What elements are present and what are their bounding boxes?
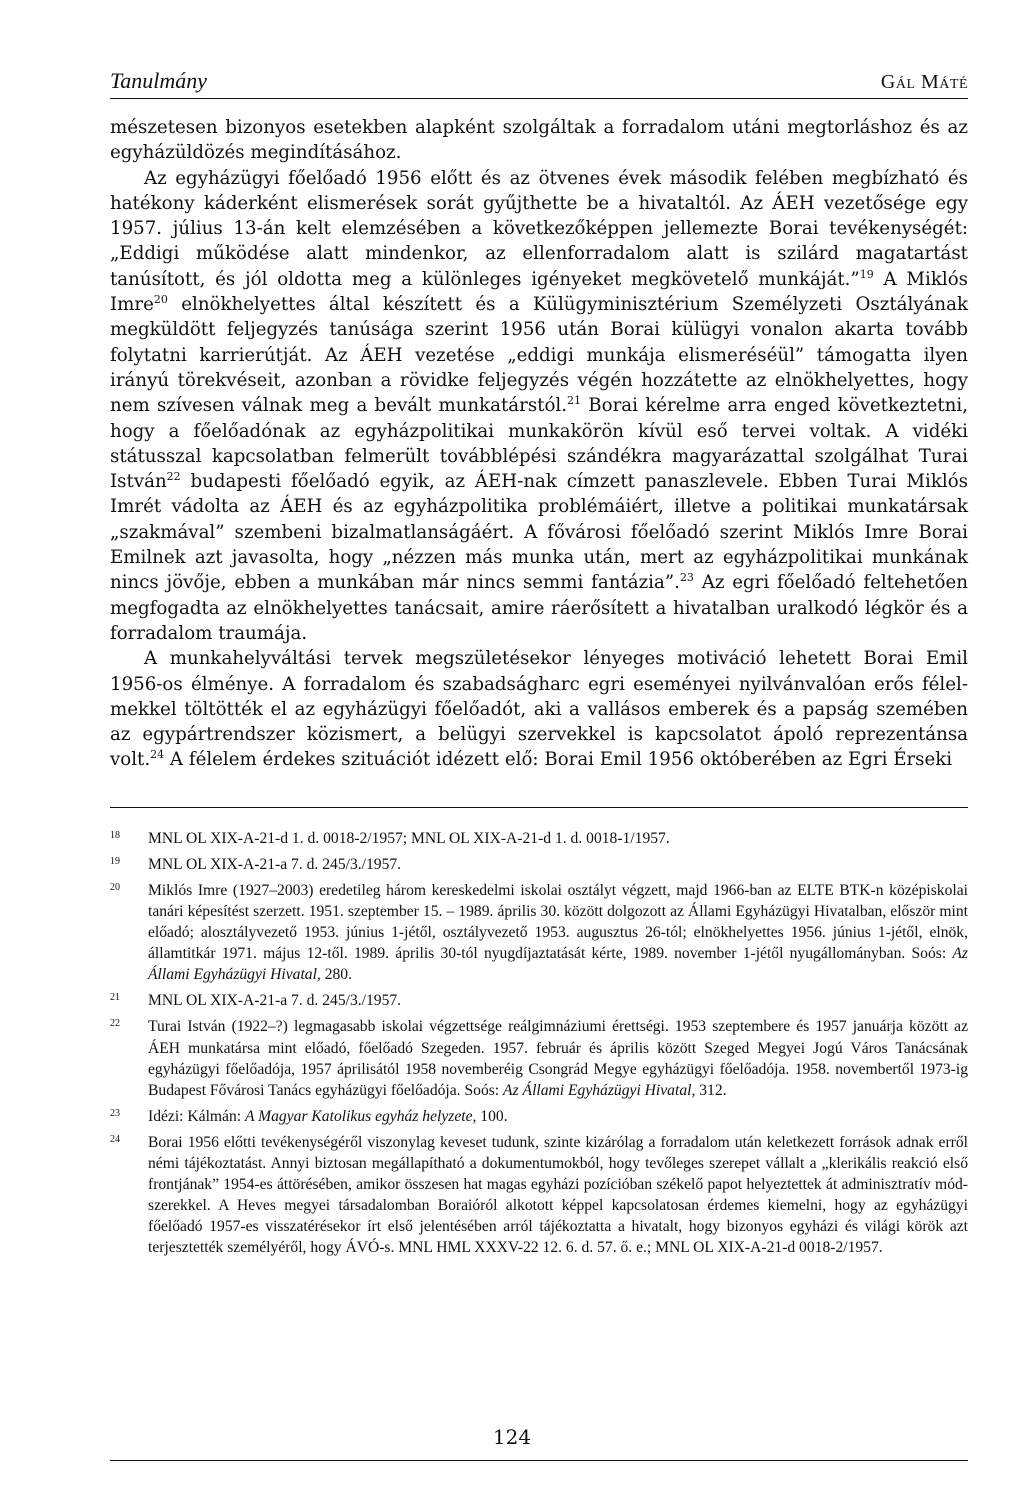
- footnote-title-italic: Az Állami Egyházügyi Hivatal,: [503, 1081, 696, 1099]
- footnote-text: MNL OL XIX-A-21-a 7. d. 245/3./1957.: [148, 992, 402, 1010]
- footnote-ref-20[interactable]: 20: [153, 293, 168, 307]
- paragraph-2-text-b: A Miklós Imre: [110, 268, 968, 316]
- footnote-text-main: Miklós Imre (1927–2003) eredetileg három kereskedelmi iskolai osztályt végzett, majd 1966-ban az ELTE BTK-n középiskolai tanári képesítést szerzett. 1951. szeptember 15. – 1989. április 30. között dolgozott az Állami Egyházügyi Hivatalban, először mint előadó; alosztályvezető 1953. június 1-jétől, osztályvezető 1953. augusztus 26-tól; elnökhelyettes 1956. június 1-jétől, elnök, államtitkár 1971. május 12-től. 1989. április 30-tól nyugdíjaztatását kérte, 1989. november 1-jétől nyugállományban. Soós:: [148, 881, 968, 963]
- footnote-24: [110, 1132, 968, 1259]
- footnote-text: MNL OL XIX-A-21-a 7. d. 245/3./1957.: [148, 855, 402, 873]
- page: [110, 68, 968, 1264]
- footnote-23: [110, 1106, 968, 1127]
- bottom-rule: [110, 1460, 968, 1461]
- footnote-ref-23[interactable]: 23: [679, 571, 694, 585]
- footnote-divider: [110, 807, 968, 808]
- footnote-text-main: Idézi: Kálmán:: [148, 1107, 245, 1125]
- paragraph-2-text-d: Borai kérelme arra enged következtetni, hogy a főelőadónak az egyházpolitikai munkakörön kívül eső tervei voltak. A vidéki státusszal kapcsolatban felmerült továbblépési szándékra magyarázattal szolgálhat Turai István: [110, 395, 968, 493]
- footnote-text: [148, 880, 968, 985]
- footnote-title-italic: A Magyar Katolikus egyház helyzete,: [245, 1107, 477, 1125]
- footnote-number: 20: [110, 881, 120, 893]
- author-name: Gál Máté: [880, 71, 968, 93]
- footnotes: [110, 828, 968, 1259]
- paragraph-1-text: mészetesen bizonyos esetekben alapként szolgáltak a forradalom utáni megtorláshoz és az egyházüldözés megindításához.: [110, 117, 968, 164]
- paragraph-3: [110, 646, 968, 772]
- body-text: [110, 115, 968, 773]
- footnote-number: 22: [110, 1018, 120, 1030]
- paragraph-2-text-e: budapesti főelőadó egyik, az ÁEH-nak címzett panaszlevele. Ebben Turai Miklós Imrét vádolta az ÁEH és az egyházpolitika problémáiért, illetve a politikai munkatársak „szakmával” szembeni bizalmatlanságáért. A fővárosi főelőadó szerint Miklós Imre Borai Emilnek azt javasolta, hogy „nézzen más munka után, mert az egyházpolitikai munkának nincs jövője, ebben a munkában már nincs semmi fantázia”.: [110, 471, 968, 594]
- paragraph-2-text-c: elnökhelyettes által készített és a Külügyminisztérium Személyzeti Osztályának megküldött feljegyzés tanúsága szerint 1956 után Borai külügyi vonalon akarta tovább folytatni karrierútját. Az ÁEH vezetése „eddigi munkája elismeréséül” támogatta ilyen irányú törekvéseit, azonban a rövidke feljegyzés végén hozzátette az elnökhelyettes, hogy nem szívesen válnak meg a bevált munkatárstól.: [110, 294, 968, 417]
- footnote-ref-22[interactable]: 22: [166, 470, 181, 484]
- paragraph-3-text-a: A munkahelyváltási tervek megszületésekor lényeges motiváció lehetett Borai Emil 1956-os élménye. A forradalom és szabadságharc egri eseményei nyilvánvalóan erős félelmekkel töltötték el az egyházügyi főelőadót, aki a vallásos emberek és a papság szemében az egypártrendszer közismert, a belügyi szervekkel is kapcsolatot ápoló reprezentánsa volt.: [110, 648, 968, 771]
- footnote-ref-21[interactable]: 21: [567, 394, 582, 408]
- footnote-ref-19[interactable]: 19: [859, 267, 874, 281]
- footnote-text-tail: 280.: [320, 966, 352, 984]
- footnote-text-main: Turai István (1922–?) legmagasabb iskolai végzettsége reálgimnáziumi érettségi. 1953 szeptembere és 1957 januárja között az ÁEH munkatársa mint előadó, főelőadó Szegeden. 1957. február és április között Szeged Megyei Jogú Város Tanácsának egyházügyi főelőadója, 1957 áprilisától 1958 novemberéig Csongrád Megye egyházügyi főelőadója. 1958. novembertől 1973-ig Budapest Fővárosi Tanács egyházügyi főelőadója. Soós:: [148, 1018, 968, 1099]
- paragraph-2-text-f: Az egri főelőadó feltehetően megfogadta az elnökhelyettes tanácsait, amire ráerősített a hivatalban uralkodó légkör és a forradalom traumája.: [110, 572, 968, 644]
- footnote-text-tail: 100.: [476, 1107, 508, 1125]
- footnote-number: 23: [110, 1107, 120, 1119]
- footnote-text: [148, 1016, 968, 1100]
- footnote-title-italic: Az Állami Egyházügyi Hivatal,: [148, 945, 968, 984]
- paragraph-1: [110, 115, 968, 166]
- page-number: 124: [492, 1425, 532, 1449]
- footnote-19: [110, 854, 968, 875]
- footnote-number: 24: [110, 1133, 120, 1145]
- footnote-number: 21: [110, 992, 120, 1004]
- paragraph-3-text-b: A félelem érdekes szituációt idézett elő: Borai Emil 1956 októberében az Egri Érseki: [164, 749, 953, 771]
- footnote-18: [110, 828, 968, 849]
- running-head: [110, 68, 968, 99]
- footnote-number: 18: [110, 829, 120, 841]
- footnote-text: [148, 1106, 968, 1127]
- footnote-20: [110, 880, 968, 985]
- footnote-21: [110, 990, 968, 1011]
- footnote-number: 19: [110, 855, 120, 867]
- section-title: Tanulmány: [110, 68, 207, 93]
- footnote-text: MNL OL XIX-A-21-d 1. d. 0018-2/1957; MNL OL XIX-A-21-d 1. d. 0018-1/1957.: [148, 829, 670, 847]
- footnote-ref-24[interactable]: 24: [150, 748, 165, 762]
- footnote-22: [110, 1016, 968, 1100]
- footnote-text-tail: 312.: [695, 1081, 727, 1099]
- paragraph-2-text-a: Az egyházügyi főelőadó 1956 előtt és az ötvenes évek második felében megbízható és hatékony káderként elismerések sorát gyűjthette be a hivataltól. Az ÁEH vezetősége egy 1957. július 13-án kelt elemzésében a következőképpen jellemezte Borai tevékenységét: „Eddigi működése alatt mindenkor, az ellenforradalom alatt is szilárd magatartást tanúsított, és jól oldotta meg a különleges igényeket megkövetelő munkáját.”: [110, 167, 968, 290]
- footnote-text: Borai 1956 előtti tevékenységéről viszonylag keveset tudunk, szinte kizárólag a forradalom után keletkezett források adnak erről némi tájékoztatást. Annyi biztosan megállapítható a dokumentumokból, hogy tevőleges szerepet vállalt a „klerikális reakció első frontjának” 1954-es áttörésében, amikor összesen hat magas egyházi pozícióban székelő papot helyeztettek át adminisztratív módszerekkel. A Heves megyei társadalomban Boraióról alkotott képpel kapcsolatosan érdemes kiemelni, hogy az egyházügyi főelőadó 1957-es visszatérésekor írt első jelentésében arról tájékoztatta a hivatalt, hogy bizonyos egyházi és világi körök azt terjesztették személyéről, hogy ÁVÓ-s. MNL HML XXXV-22 12. 6. d. 57. ő. e.; MNL OL XIX-A-21-d 0018-2/1957.: [148, 1133, 968, 1257]
- paragraph-2: [110, 166, 968, 647]
